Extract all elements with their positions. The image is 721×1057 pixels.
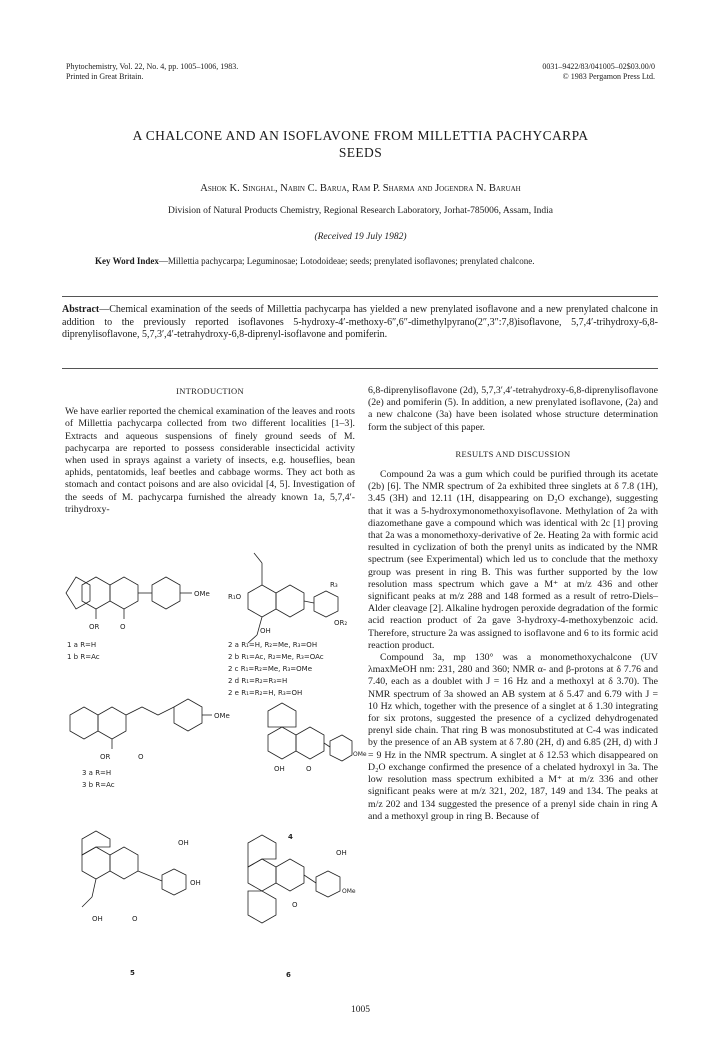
s5-oh-1: OH [178,839,189,847]
journal-header [66,62,238,82]
label-1b: 1 b R=Ac [67,653,100,661]
abstract-label: Abstract [62,304,100,315]
label-3a: 3 a R=H [82,769,112,777]
label-4: 4 [288,833,293,841]
journal-code: 0031–9422/83/041005–02$03.00/0 [542,62,655,71]
s3-or: OR [100,753,111,761]
right-col-continuation: 6,8-diprenylisoflavone (2d), 5,7,3′,4′-tetrahydroxy-6,8-diprenylisoflavone (2e) and pomiferin (5). In addition, a new prenylated isoflavone, (2a) and a new chalcone (3a) have been isolated whose structure determination form the subject of this paper. [368,385,658,433]
s4-ome: OMe [353,751,367,758]
intro-heading: INTRODUCTION [176,386,244,396]
keywords-label: Key Word Index [95,256,159,266]
results-paragraph-1: Compound 2a was a gum which could be purified through its acetate (2b) [6]. The NMR spectrum of 2a exhibited three singlets at δ 7.8 (1H), 3.45 (3H) and 12.11 (1H, disappearing on D₂O exchange), suggesting that it was a 5-hydroxymonomethoxyisoflavone. Methylation of 2a with diazomethane gave a compound which was identical with 2c [1] proving that 2a was a monomethoxy-derivative of 2e. Heating 2a with formic acid resulted in cyclization of both the prenyl units as indicated by the NMR spectrum (see Experimental) which led us to conclude that the methoxy group was present in ring B. This was further supported by the low resolution mass spectrum which gave a M⁺ at m/z 436 and other significant peaks at m/z 288 and 148 formed as a result of retro-Diels–Alder cleavage [2]. Alkaline hydrogen peroxide degradation of the formic acid reaction product of 2a gave 3-hydroxy-4-methoxybenzoic acid. Therefore, structure 2a was assigned to isoflavone and 6 to its formic acid reaction product. [368,469,658,651]
abstract-bottom-rule [62,368,658,369]
s6-oh: OH [336,849,347,857]
structure-1 [66,577,192,619]
s1-or: OR [89,623,100,631]
abstract-top-rule [62,296,658,297]
abstract-text: —Chemical examination of the seeds of Millettia pachycarpa has yielded a new prenylated isoflavone and a new prenylated chalcone in addition to the previously reported isoflavones 5-hydroxy-4′-methoxy-6″,6″-dimethylpyrano(2″,3″:7,8)isoflavone, 5,7,4′-trihydroxy-6,8-diprenylisoflavone, 5,7,3′,4′-tetrahydroxy-6,8-diprenyl-isoflavone and pomiferin. [62,304,658,340]
authors: Ashok K. Singhal, Nabin C. Barua, Ram P. Sharma and Jogendra N. Baruah [200,183,521,194]
intro-text: We have earlier reported the chemical examination of the leaves and roots of Millettia pachycarpa collected from two different localities [1–3]. Extracts and aqueous suspensions of finely ground seeds of M. pachycarpa are reported to possess considerable insecticidal activity when used in sprays against a variety of insects, e.g. houseflies, bean aphids, pentatomids, leaf beetles and cabbage worms. They act both as stomach and contact poisons and are also ovicidal [4, 5]. Investigation of the seeds of M. pachycarpa furnished the already known 1a, 5,7,4′-trihydroxy- [65,406,355,515]
s2-r3: R₃ [330,581,338,589]
s6-o: O [292,901,298,909]
journal-code-header [542,62,655,82]
structure-4 [268,703,352,761]
structures-svg [62,545,367,1005]
label-2c: 2 c R₁=R₂=Me, R₃=OMe [228,665,313,673]
label-2d: 2 d R₁=R₂=R₃=H [228,677,288,685]
s5-o: O [132,915,138,923]
label-2e: 2 e R₁=R₂=H, R₃=OH [228,689,303,697]
title-line-1: A CHALCONE AND AN ISOFLAVONE FROM MILLETTIA PACHYCARPA [132,128,589,143]
keywords-text: —Millettia pachycarpa; Leguminosae; Lotodoideae; seeds; prenylated isoflavones; prenylated chalcone. [158,256,535,266]
copyright: © 1983 Pergamon Press Ltd. [562,72,655,81]
structure-5 [82,831,186,907]
structure-6 [248,835,340,923]
label-6: 6 [286,971,291,979]
s2-or2: OR₂ [334,619,348,627]
results-heading: RESULTS AND DISCUSSION [455,448,571,459]
results-paragraph-2: Compound 3a, mp 130° was a monomethoxychalcone (UV λmaxMeOH nm: 231, 280 and 360; NMR α- and β-protons at δ 7.76 and 7.40, each as a doublet with J = 16 Hz and a methoxyl at δ 3.70). The NMR spectrum of 3a showed an AB system at δ 5.47 and 6.79 with J = 10 Hz which, together with the presence of a singlet at δ 1.30 integrating for six protons, suggested the presence of a cyclized dehydrogenated prenyl side chain. That ring B was monosubstituted at C-4 was indicated by the presence of an AB system at δ 7.80 (2H, d) and 6.85 (2H, d) with J = 9 Hz in the NMR spectrum. A singlet at δ 12.53 which disappeared on D₂O exchange confirmed the presence of a chelated hydroxyl in 3a. The low resolution mass spectrum exhibited a M⁺ at m/z 336 and other significant peaks were at m/z 321, 202, 187, 149 and 134. The peaks at m/z 202 and 134 suggested the presence of a prenyl side chain in ring A and a methoxyl group in ring B. Because of [368,652,658,822]
s1-ome: OMe [194,590,210,598]
journal-citation: Phytochemistry, Vol. 22, No. 4, pp. 1005–1006, 1983. [66,62,239,71]
structures-figure [62,545,367,1010]
received-date: (Received 19 July 1982) [314,232,407,242]
left-column [65,385,355,516]
page-number: 1005 [351,1005,370,1015]
s5-oh-3: OH [92,915,103,923]
s5-oh-2: OH [190,879,201,887]
label-5: 5 [130,969,135,977]
abstract [62,304,658,342]
label-1a: 1 a R=H [67,641,97,649]
right-column [368,385,658,823]
label-2a: 2 a R₁=H, R₂=Me, R₃=OH [228,641,318,649]
label-3b: 3 b R=Ac [82,781,115,789]
affiliation: Division of Natural Products Chemistry, Regional Research Laboratory, Jorhat-785006, Assam, India [167,206,554,216]
s2-r1o: R₁O [228,593,242,601]
printed-note: Printed in Great Britain. [66,72,144,81]
s4-o: O [306,765,312,773]
s6-ome: OMe [342,888,356,895]
s3-o: O [138,753,144,761]
title-line-2: SEEDS [338,145,383,160]
paper-title [60,127,661,161]
keywords [95,255,626,267]
s1-o: O [120,623,126,631]
s4-oh: OH [274,765,285,773]
structure-3 [70,699,212,749]
label-2b: 2 b R₁=Ac, R₂=Me, R₃=OAc [228,653,324,661]
s3-ome: OMe [214,712,230,720]
s2-oh: OH [260,627,271,635]
